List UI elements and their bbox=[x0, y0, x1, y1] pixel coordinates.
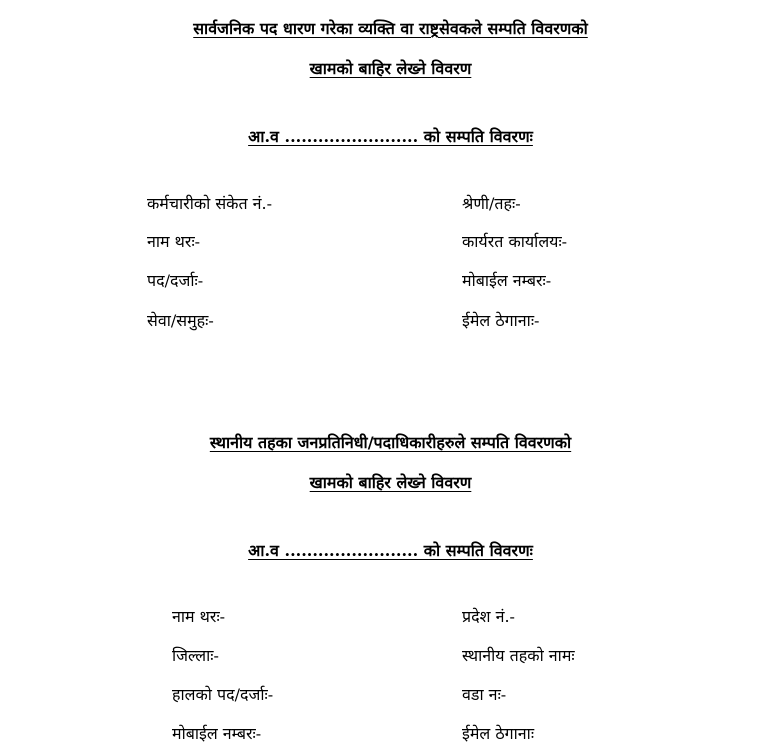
section1-email-label: ईमेल ठेगानाः- bbox=[462, 311, 540, 330]
section1-post-label: पद/दर्जाः- bbox=[147, 271, 204, 290]
section2-email-label: ईमेल ठेगानाः bbox=[462, 724, 535, 743]
section1-office-label: कार्यरत कार्यालयः- bbox=[462, 232, 568, 251]
section2-district-label: जिल्लाः- bbox=[172, 646, 219, 665]
section1-fiscal-year-line: आ.व ........................ को सम्पति विवरणः bbox=[248, 127, 533, 146]
section1-title: सार्वजनिक पद धारण गरेका व्यक्ति वा राष्ट्रसेवकले सम्पति विवरणको bbox=[193, 19, 588, 38]
section2-current-post-label: हालको पद/दर्जाः- bbox=[172, 685, 274, 704]
section2-ward-label: वडा नः- bbox=[462, 685, 507, 704]
section2-local-level-label: स्थानीय तहको नामः bbox=[462, 646, 575, 665]
section1-service-group-label: सेवा/समुहः- bbox=[147, 311, 214, 330]
section1-subtitle: खामको बाहिर लेख्ने विवरण bbox=[309, 59, 472, 78]
section2-mobile-label: मोबाईल नम्बरः- bbox=[172, 724, 262, 743]
section1-grade-label: श्रेणी/तहः- bbox=[462, 194, 521, 213]
section2-title: स्थानीय तहका जनप्रतिनिधी/पदाधिकारीहरुले सम्पति विवरणको bbox=[209, 433, 572, 452]
section1-employee-code-label: कर्मचारीको संकेत नं.- bbox=[147, 194, 273, 213]
section1-name-label: नाम थरः- bbox=[147, 232, 201, 251]
section2-subtitle: खामको बाहिर लेख्ने विवरण bbox=[309, 473, 472, 492]
section2-name-label: नाम थरः- bbox=[172, 607, 226, 626]
section1-mobile-label: मोबाईल नम्बरः- bbox=[462, 271, 552, 290]
section2-fiscal-year-line: आ.व ........................ को सम्पति विवरणः bbox=[248, 541, 533, 560]
section2-province-label: प्रदेश नं.- bbox=[462, 607, 515, 626]
